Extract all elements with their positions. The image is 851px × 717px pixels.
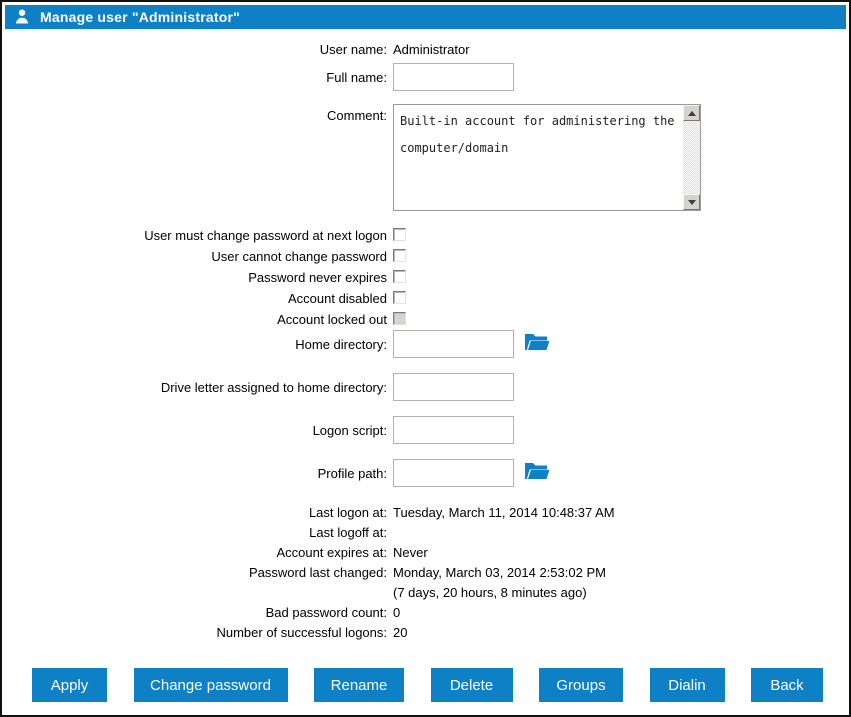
checkbox-row <box>2 309 849 330</box>
cannot-change-password-checkbox[interactable] <box>393 249 406 262</box>
last-logoff-label: Last logoff at: <box>309 525 387 540</box>
user-name-row <box>2 42 849 56</box>
page-title: Manage user "Administrator" <box>40 8 240 25</box>
comment-scrollbar[interactable] <box>683 105 700 210</box>
account-expires-value: Never <box>393 545 428 560</box>
last-logoff-row <box>2 523 849 543</box>
account-disabled-label: Account disabled <box>287 291 387 306</box>
logon-script-label: Logon script: <box>312 422 387 438</box>
profile-path-label: Profile path: <box>317 465 387 481</box>
last-logon-row <box>2 503 849 523</box>
account-expires-label: Account expires at: <box>276 545 387 560</box>
apply-button[interactable]: Apply <box>32 668 107 702</box>
password-last-changed-ago: (7 days, 20 hours, 8 minutes ago) <box>393 585 587 600</box>
logon-script-row <box>2 416 849 444</box>
full-name-row <box>2 63 849 91</box>
cannot-change-password-label: User cannot change password <box>211 249 387 264</box>
rename-button[interactable]: Rename <box>314 668 404 702</box>
title-bar <box>5 5 846 29</box>
password-last-changed-row <box>2 563 849 603</box>
bad-password-count-row <box>2 603 849 623</box>
password-never-expires-checkbox[interactable] <box>393 270 406 283</box>
comment-text: Built-in account for administering the computer/domain <box>400 114 675 155</box>
scroll-down-icon[interactable] <box>683 194 700 210</box>
bad-password-count-label: Bad password count: <box>265 605 387 620</box>
profile-path-input[interactable] <box>393 459 514 487</box>
password-last-changed-value: Monday, March 03, 2014 2:53:02 PM <box>393 565 606 580</box>
user-name-label: User name: <box>319 42 387 57</box>
back-button[interactable]: Back <box>751 668 823 702</box>
user-icon <box>13 8 31 26</box>
last-logon-value: Tuesday, March 11, 2014 10:48:37 AM <box>393 505 615 520</box>
comment-textarea[interactable] <box>393 104 701 211</box>
scrollbar-track <box>683 121 700 194</box>
password-last-changed-label: Password last changed: <box>248 565 387 580</box>
home-directory-input[interactable] <box>393 330 514 358</box>
logon-script-input[interactable] <box>393 416 514 444</box>
account-locked-out-label: Account locked out <box>277 312 387 327</box>
must-change-password-label: User must change password at next logon <box>144 228 387 243</box>
user-name-value: Administrator <box>393 42 470 57</box>
full-name-input[interactable] <box>393 63 514 91</box>
checkbox-row <box>2 225 849 246</box>
checkbox-group <box>2 225 849 330</box>
bad-password-count-value: 0 <box>393 605 401 620</box>
password-never-expires-label: Password never expires <box>248 270 387 285</box>
comment-label: Comment: <box>327 108 387 123</box>
folder-icon <box>524 460 550 485</box>
dialin-button[interactable]: Dialin <box>650 668 725 702</box>
successful-logons-value: 20 <box>393 625 408 640</box>
last-logon-label: Last logon at: <box>308 505 387 520</box>
folder-icon <box>524 331 550 356</box>
home-directory-row <box>2 330 849 358</box>
groups-button[interactable]: Groups <box>539 668 623 702</box>
full-name-label: Full name: <box>326 69 387 85</box>
must-change-password-checkbox[interactable] <box>393 228 406 241</box>
account-locked-out-checkbox <box>393 312 406 325</box>
checkbox-row <box>2 288 849 309</box>
account-stats <box>2 503 849 643</box>
drive-letter-label: Drive letter assigned to home directory: <box>160 379 387 395</box>
checkbox-row <box>2 246 849 267</box>
account-disabled-checkbox[interactable] <box>393 291 406 304</box>
home-directory-browse-button[interactable] <box>524 332 551 356</box>
action-button-bar <box>2 668 849 702</box>
drive-letter-input[interactable] <box>393 373 514 401</box>
account-expires-row <box>2 543 849 563</box>
profile-path-browse-button[interactable] <box>524 461 551 485</box>
checkbox-row <box>2 267 849 288</box>
drive-letter-row <box>2 373 849 401</box>
change-password-button[interactable]: Change password <box>134 668 288 702</box>
successful-logons-row <box>2 623 849 643</box>
user-form <box>2 29 849 643</box>
comment-row <box>2 104 849 211</box>
delete-button[interactable]: Delete <box>431 668 513 702</box>
scroll-up-icon[interactable] <box>683 105 700 121</box>
home-directory-label: Home directory: <box>295 336 387 352</box>
profile-path-row <box>2 459 849 487</box>
successful-logons-label: Number of successful logons: <box>216 625 387 640</box>
